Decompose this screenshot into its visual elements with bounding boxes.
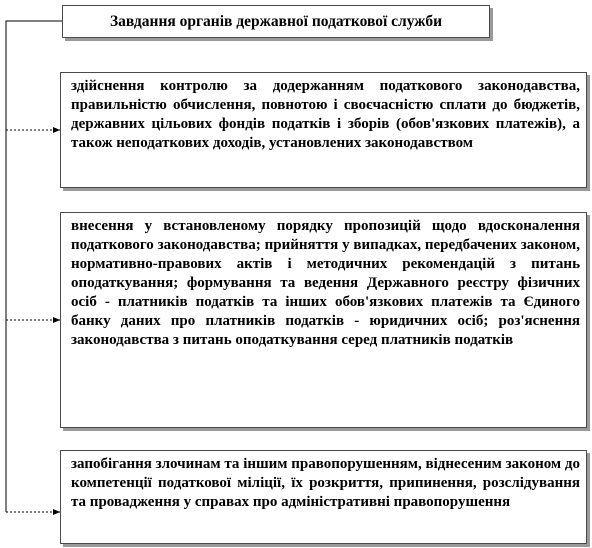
diagram-title: Завдання органів державної податкової служби [110, 13, 442, 30]
diagram-title-box [62, 5, 490, 38]
task-text: внесення у встановленому порядку пропозицій щодо вдосконалення податкового законодавства; прийняття у випадках, передбачених законом, нормативно-правових актів і методичних рекомендацій з питань оподаткування; формування та ведення Державного реєстру фізичних осіб - платників податків та інших обов'язкових платежів та Єдиного банку даних про платників податків - юридичних осіб; роз'яснення законодавства з питань оподаткування серед платників податків [71, 218, 580, 348]
task-box-control [60, 72, 587, 188]
task-box-legislation [60, 212, 587, 428]
task-box-crime-prevention [60, 450, 587, 544]
task-text: запобігання злочинам та іншим правопорушенням, віднесеним законом до компетенції податкової міліції, їх розкриття, припинення, розслідування та провадження у справах про адміністративні правопорушення [71, 456, 580, 510]
task-text: здійснення контролю за додержанням податкового законодавства, правильністю обчислення, повнотою і своєчасністю сплати до бюджетів, державних цільових фондів податків і зборів (обов'язкових платежів), а також неподаткових доходів, установлених законодавством [71, 78, 580, 151]
trunk-line [6, 21, 62, 512]
